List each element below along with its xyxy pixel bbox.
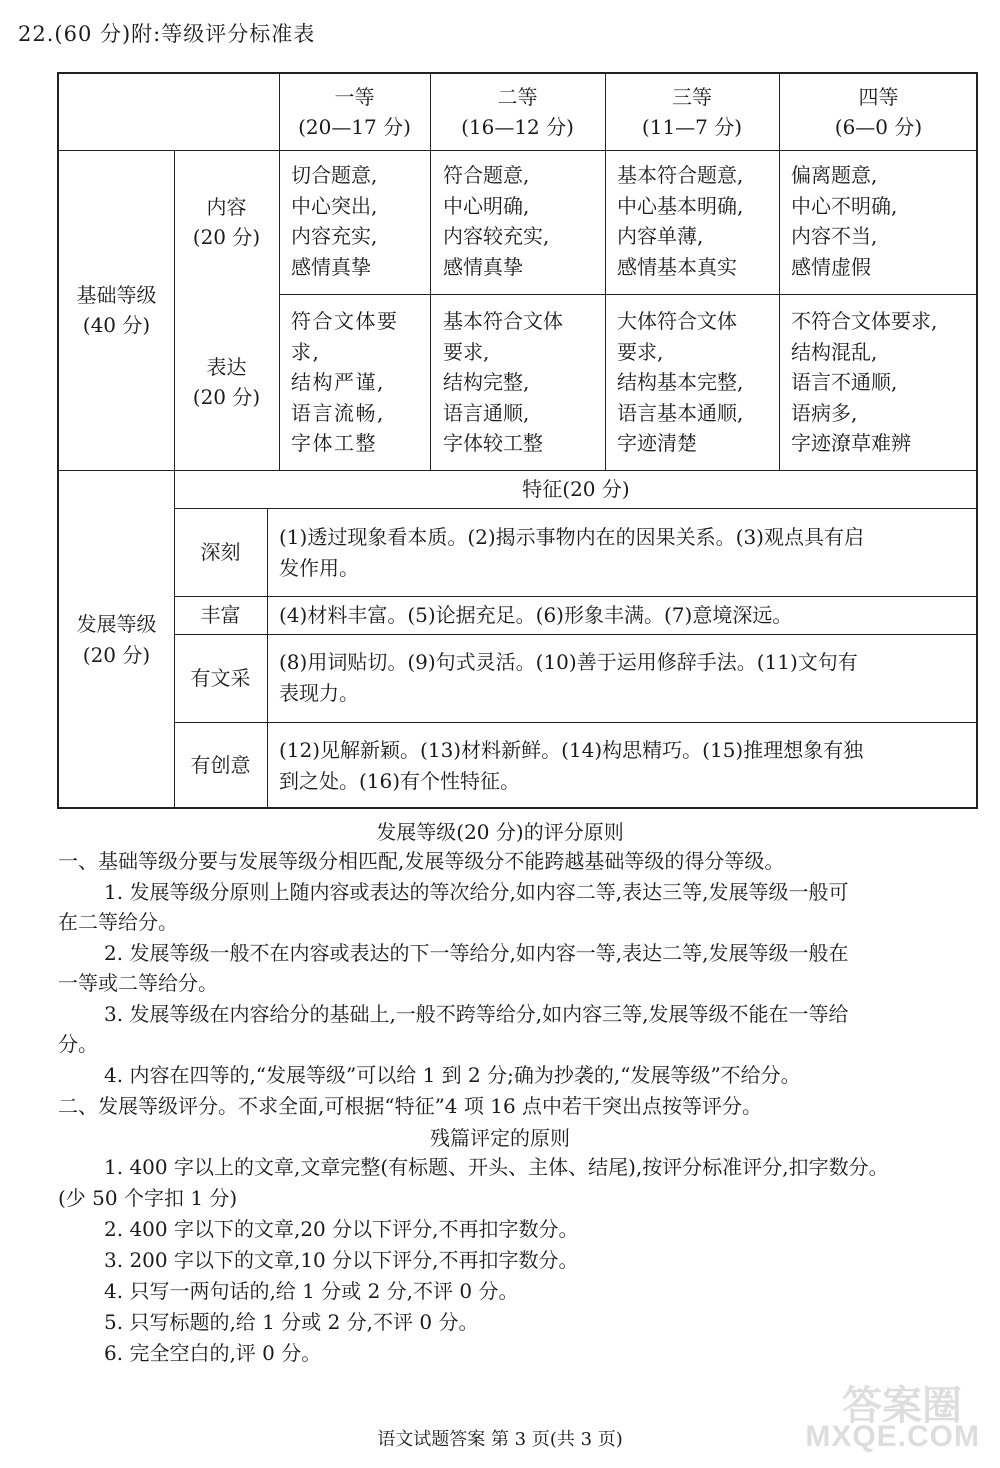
- grading-table: [57, 72, 978, 809]
- watermark-top: 答案圈: [842, 1384, 962, 1428]
- expression-name: 表达: [206, 354, 247, 379]
- content-label: [174, 150, 279, 294]
- principle-item-2: 2. 发展等级一般不在内容或表达的下一等给分,如内容一等,表达二等,发展等级一般在: [104, 941, 849, 965]
- grade-header-1: [279, 74, 430, 150]
- question-heading: 22.(60 分)附:等级评分标准表: [18, 22, 316, 46]
- principle-item-1-cont: 在二等给分。: [58, 910, 178, 934]
- grade-range: (11—7 分): [641, 115, 743, 139]
- watermark-bottom: MXQE.COM: [805, 1420, 980, 1453]
- content-grade-4: 偏离题意, 中心不明确, 内容不当, 感情虚假: [791, 163, 898, 279]
- basic-level-name: 基础等级: [76, 282, 157, 307]
- grade-header-4: [779, 74, 978, 150]
- principles-title: 发展等级(20 分)的评分原则: [376, 820, 624, 844]
- basic-level-score: (40 分): [82, 313, 151, 337]
- content-grade-3: 基本符合题意, 中心基本明确, 内容单薄, 感情基本真实: [617, 163, 744, 279]
- development-level-name: 发展等级: [76, 612, 157, 636]
- feature-text-deep: (1)透过现象看本质。(2)揭示事物内在的因果关系。(3)观点具有启 发作用。: [279, 525, 864, 580]
- grade-name: 四等: [858, 84, 899, 109]
- content-name: 内容: [206, 194, 247, 219]
- expression-label: [174, 294, 279, 470]
- development-level-label: [59, 470, 174, 809]
- grade-header-3: [605, 74, 779, 150]
- feature-label-rich: 丰富: [200, 602, 241, 627]
- development-level-score: (20 分): [82, 642, 151, 667]
- incomplete-rule-1: 1. 400 字以上的文章,文章完整(有标题、开头、主体、结尾),按评分标准评分,扣字数分。: [104, 1155, 889, 1179]
- grade-name: 二等: [497, 84, 538, 109]
- principle-item-2-cont: 一等或二等给分。: [58, 971, 218, 995]
- principle-item-3: 3. 发展等级在内容给分的基础上,一般不跨等给分,如内容三等,发展等级不能在一等给: [104, 1002, 849, 1026]
- content-grade-1: 切合题意, 中心突出, 内容充实, 感情真挚: [291, 163, 378, 279]
- feature-text-creative: (12)见解新颖。(13)材料新鲜。(14)构思精巧。(15)推理想象有独 到之处。(16)有个性特征。: [279, 738, 864, 793]
- incomplete-rule-3: 3. 200 字以下的文章,10 分以下评分,不再扣字数分。: [104, 1248, 579, 1272]
- incomplete-rule-4: 4. 只写一两句话的,给 1 分或 2 分,不评 0 分。: [104, 1279, 519, 1303]
- feature-label-literary: 有文采: [190, 665, 251, 690]
- content-score: (20 分): [192, 225, 261, 249]
- basic-level-label: [59, 150, 174, 470]
- grade-name: 三等: [672, 84, 712, 109]
- grade-header-2: [430, 74, 605, 150]
- incomplete-rule-1-cont: (少 50 个字扣 1 分): [58, 1186, 238, 1210]
- feature-text-literary: (8)用词贴切。(9)句式灵活。(10)善于运用修辞手法。(11)文句有 表现力。: [279, 650, 858, 705]
- expression-grade-3: 大体符合文体 要求, 结构基本完整, 语言基本通顺, 字迹清楚: [617, 309, 744, 455]
- feature-header: 特征(20 分): [522, 476, 630, 501]
- grade-range: (20—17 分): [298, 115, 411, 139]
- content-grade-2: 符合题意, 中心明确, 内容较充实, 感情真挚: [443, 163, 550, 279]
- grade-name: 一等: [334, 84, 375, 109]
- principle-2: 二、发展等级评分。不求全面,可根据“特征”4 项 16 点中若干突出点按等评分。: [58, 1094, 763, 1118]
- page-footer: 语文试题答案 第 3 页(共 3 页): [377, 1429, 623, 1450]
- feature-label-deep: 深刻: [200, 539, 241, 564]
- incomplete-title: 残篇评定的原则: [430, 1126, 570, 1150]
- feature-label-creative: 有创意: [190, 753, 251, 778]
- principle-item-4: 4. 内容在四等的,“发展等级”可以给 1 到 2 分;确为抄袭的,“发展等级”不给分。: [104, 1063, 801, 1087]
- incomplete-rule-2: 2. 400 字以下的文章,20 分以下评分,不再扣字数分。: [104, 1217, 579, 1241]
- grade-range: (6—0 分): [834, 115, 923, 139]
- incomplete-rule-5: 5. 只写标题的,给 1 分或 2 分,不评 0 分。: [104, 1310, 479, 1334]
- expression-grade-4: 不符合文体要求, 结构混乱, 语言不通顺, 语病多, 字迹潦草难辨: [791, 309, 938, 455]
- incomplete-rule-6: 6. 完全空白的,评 0 分。: [104, 1341, 322, 1365]
- principle-item-3-cont: 分。: [58, 1032, 98, 1056]
- feature-text-rich: (4)材料丰富。(5)论据充足。(6)形象丰满。(7)意境深远。: [279, 603, 793, 627]
- principle-item-1: 1. 发展等级分原则上随内容或表达的等次给分,如内容二等,表达三等,发展等级一般可: [104, 880, 849, 904]
- watermark-logo: [790, 1374, 980, 1454]
- principle-1: 一、基础等级分要与发展等级分相匹配,发展等级分不能跨越基础等级的得分等级。: [58, 849, 785, 873]
- expression-grade-2: 基本符合文体 要求, 结构完整, 语言通顺, 字体较工整: [443, 309, 563, 455]
- grade-range: (16—12 分): [461, 115, 574, 139]
- expression-score: (20 分): [192, 385, 261, 409]
- expression-grade-1: 符合文体要 求, 结构严谨, 语言流畅, 字体工整: [291, 309, 399, 455]
